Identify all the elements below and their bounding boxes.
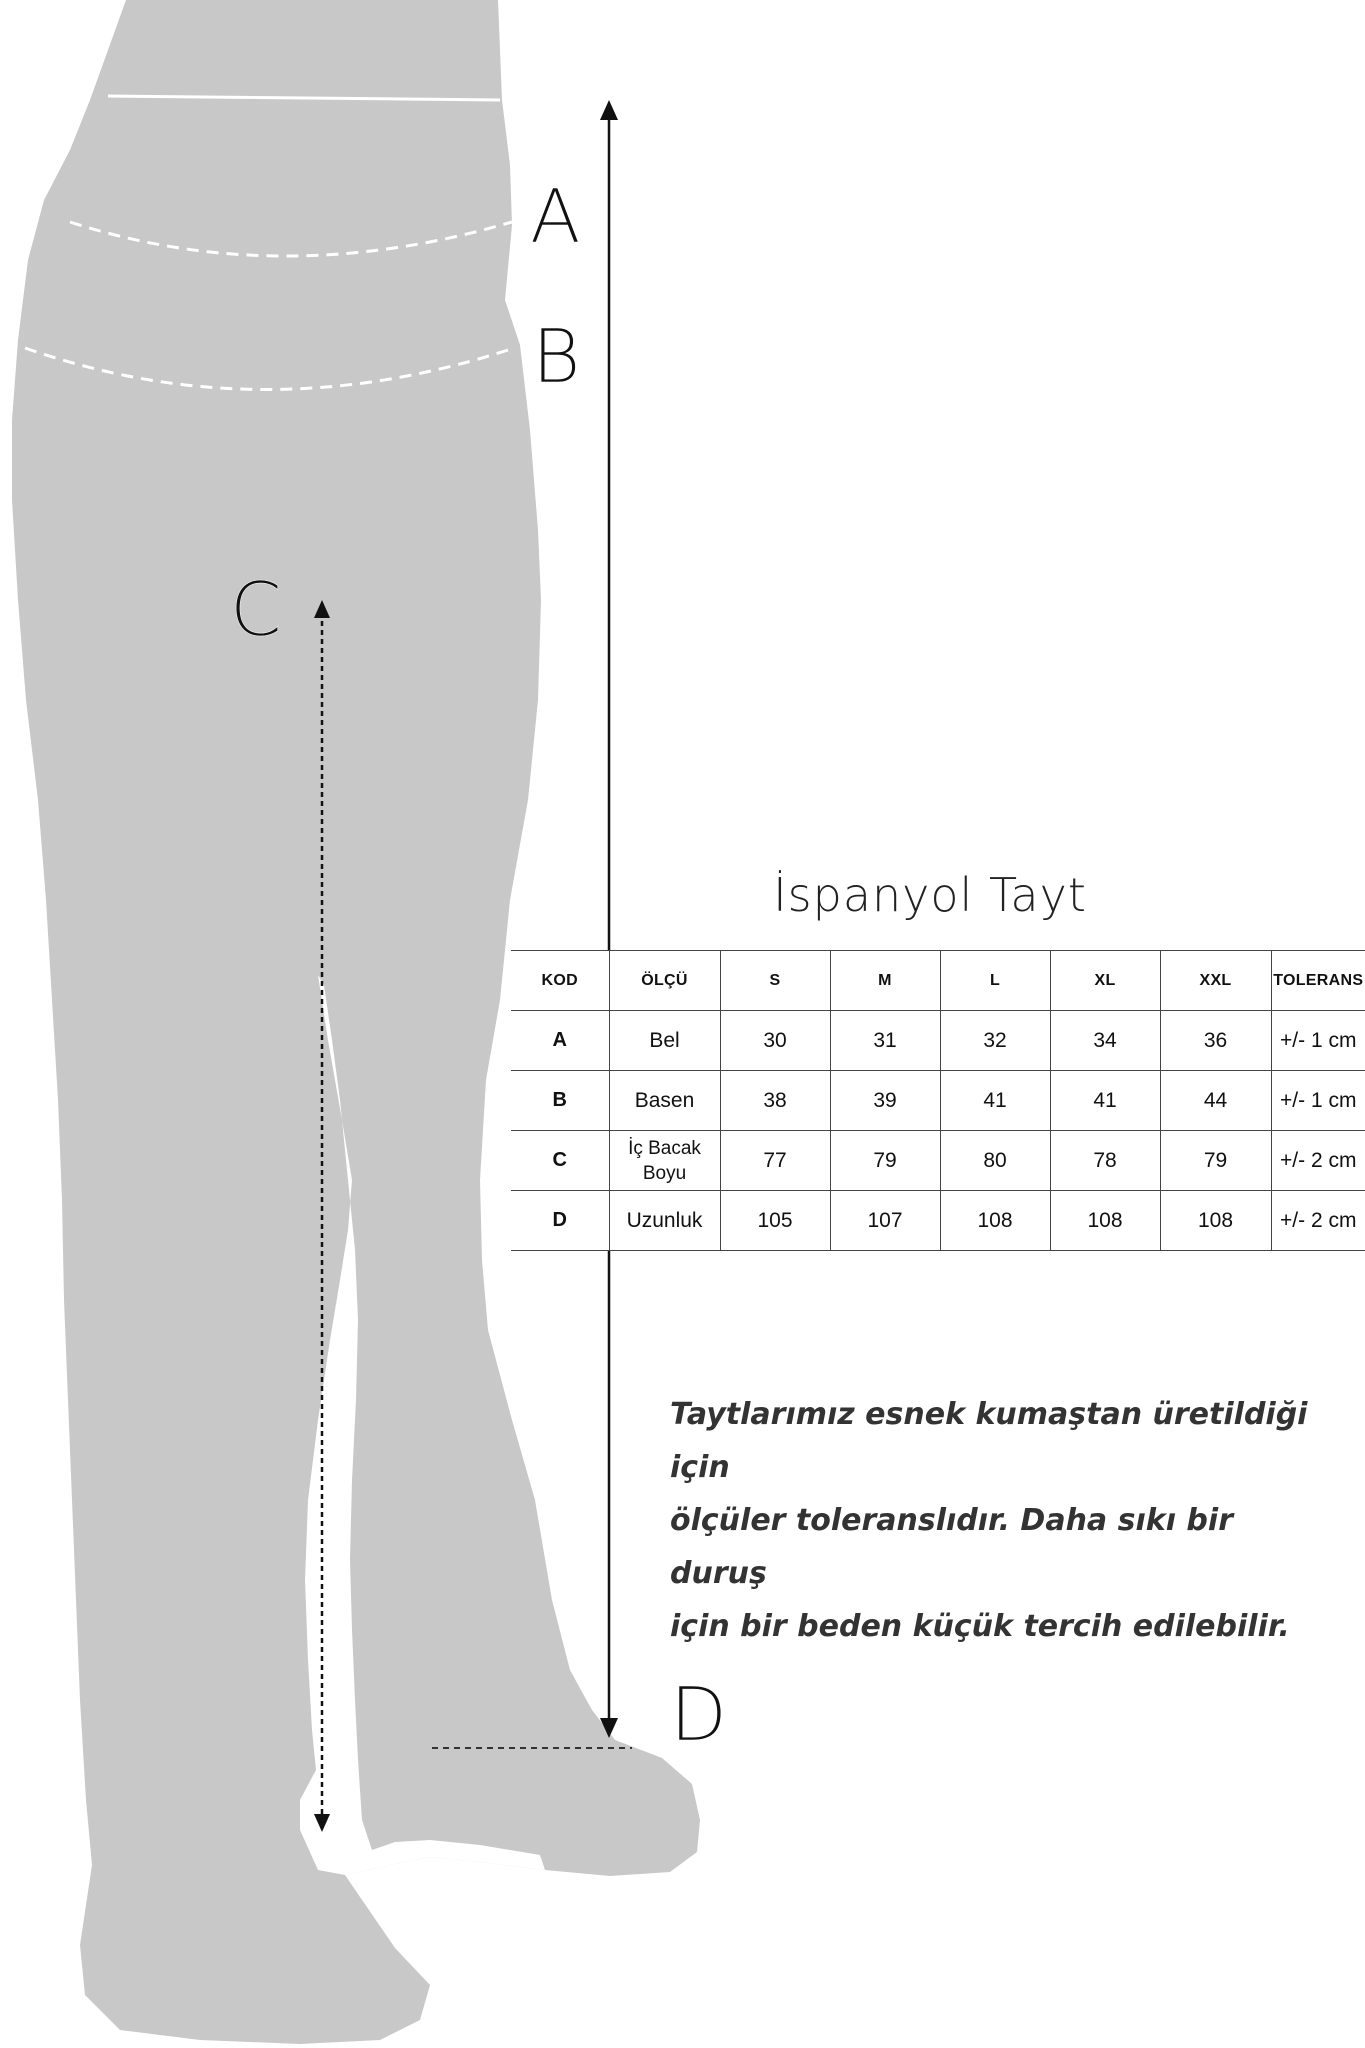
table-cell: 108 [1050, 1191, 1160, 1251]
table-cell: 44 [1160, 1071, 1271, 1131]
table-cell: 41 [940, 1071, 1050, 1131]
table-cell: +/- 2 cm [1271, 1131, 1365, 1191]
table-cell: 105 [720, 1191, 830, 1251]
label-d: D [670, 1672, 727, 1758]
table-cell: A [511, 1011, 609, 1071]
table-cell: 39 [830, 1071, 940, 1131]
table-cell: 32 [940, 1011, 1050, 1071]
table-cell: 31 [830, 1011, 940, 1071]
table-cell: 108 [940, 1191, 1050, 1251]
table-cell: 30 [720, 1011, 830, 1071]
label-c: C [230, 567, 282, 653]
table-cell: 38 [720, 1071, 830, 1131]
note-line: Taytlarımız esnek kumaştan üretildiği için [670, 1397, 1308, 1485]
table-cell: +/- 2 cm [1271, 1191, 1365, 1251]
table-cell: D [511, 1191, 609, 1251]
label-b: B [532, 314, 581, 400]
page-title: İspanyol Tayt [773, 868, 1087, 922]
table-cell: 77 [720, 1131, 830, 1191]
header-cell: L [940, 951, 1050, 1011]
table-cell: 80 [940, 1131, 1050, 1191]
table-cell: +/- 1 cm [1271, 1011, 1365, 1071]
table-cell: Bel [609, 1011, 720, 1071]
table-cell: C [511, 1131, 609, 1191]
table-cell: +/- 1 cm [1271, 1071, 1365, 1131]
table-cell: İç Bacak Boyu [609, 1131, 720, 1191]
table-cell: 107 [830, 1191, 940, 1251]
header-cell: XXL [1160, 951, 1271, 1011]
table-cell: 108 [1160, 1191, 1271, 1251]
header-cell: XL [1050, 951, 1160, 1011]
note-line: ölçüler toleranslıdır. Daha sıkı bir duruş [670, 1503, 1233, 1591]
table-cell: B [511, 1071, 609, 1131]
header-cell: KOD [511, 951, 609, 1011]
table-row [511, 1191, 1365, 1251]
tolerance-note [670, 1388, 1330, 1653]
table-row [511, 1131, 1365, 1191]
table-cell: 41 [1050, 1071, 1160, 1131]
header-cell: M [830, 951, 940, 1011]
table-cell: Uzunluk [609, 1191, 720, 1251]
length-arrow-top-head [600, 100, 618, 120]
size-table [511, 950, 1365, 1251]
table-row [511, 1011, 1365, 1071]
header-cell: ÖLÇÜ [609, 951, 720, 1011]
table-cell: 34 [1050, 1011, 1160, 1071]
header-cell: TOLERANS [1271, 951, 1365, 1011]
table-cell: 36 [1160, 1011, 1271, 1071]
table-cell: 79 [830, 1131, 940, 1191]
table-cell: 79 [1160, 1131, 1271, 1191]
table-row [511, 1071, 1365, 1131]
table-header-row [511, 951, 1365, 1011]
header-cell: S [720, 951, 830, 1011]
label-a: A [530, 174, 581, 260]
note-line: için bir beden küçük tercih edilebilir. [670, 1609, 1290, 1644]
table-cell: Basen [609, 1071, 720, 1131]
table-cell: 78 [1050, 1131, 1160, 1191]
